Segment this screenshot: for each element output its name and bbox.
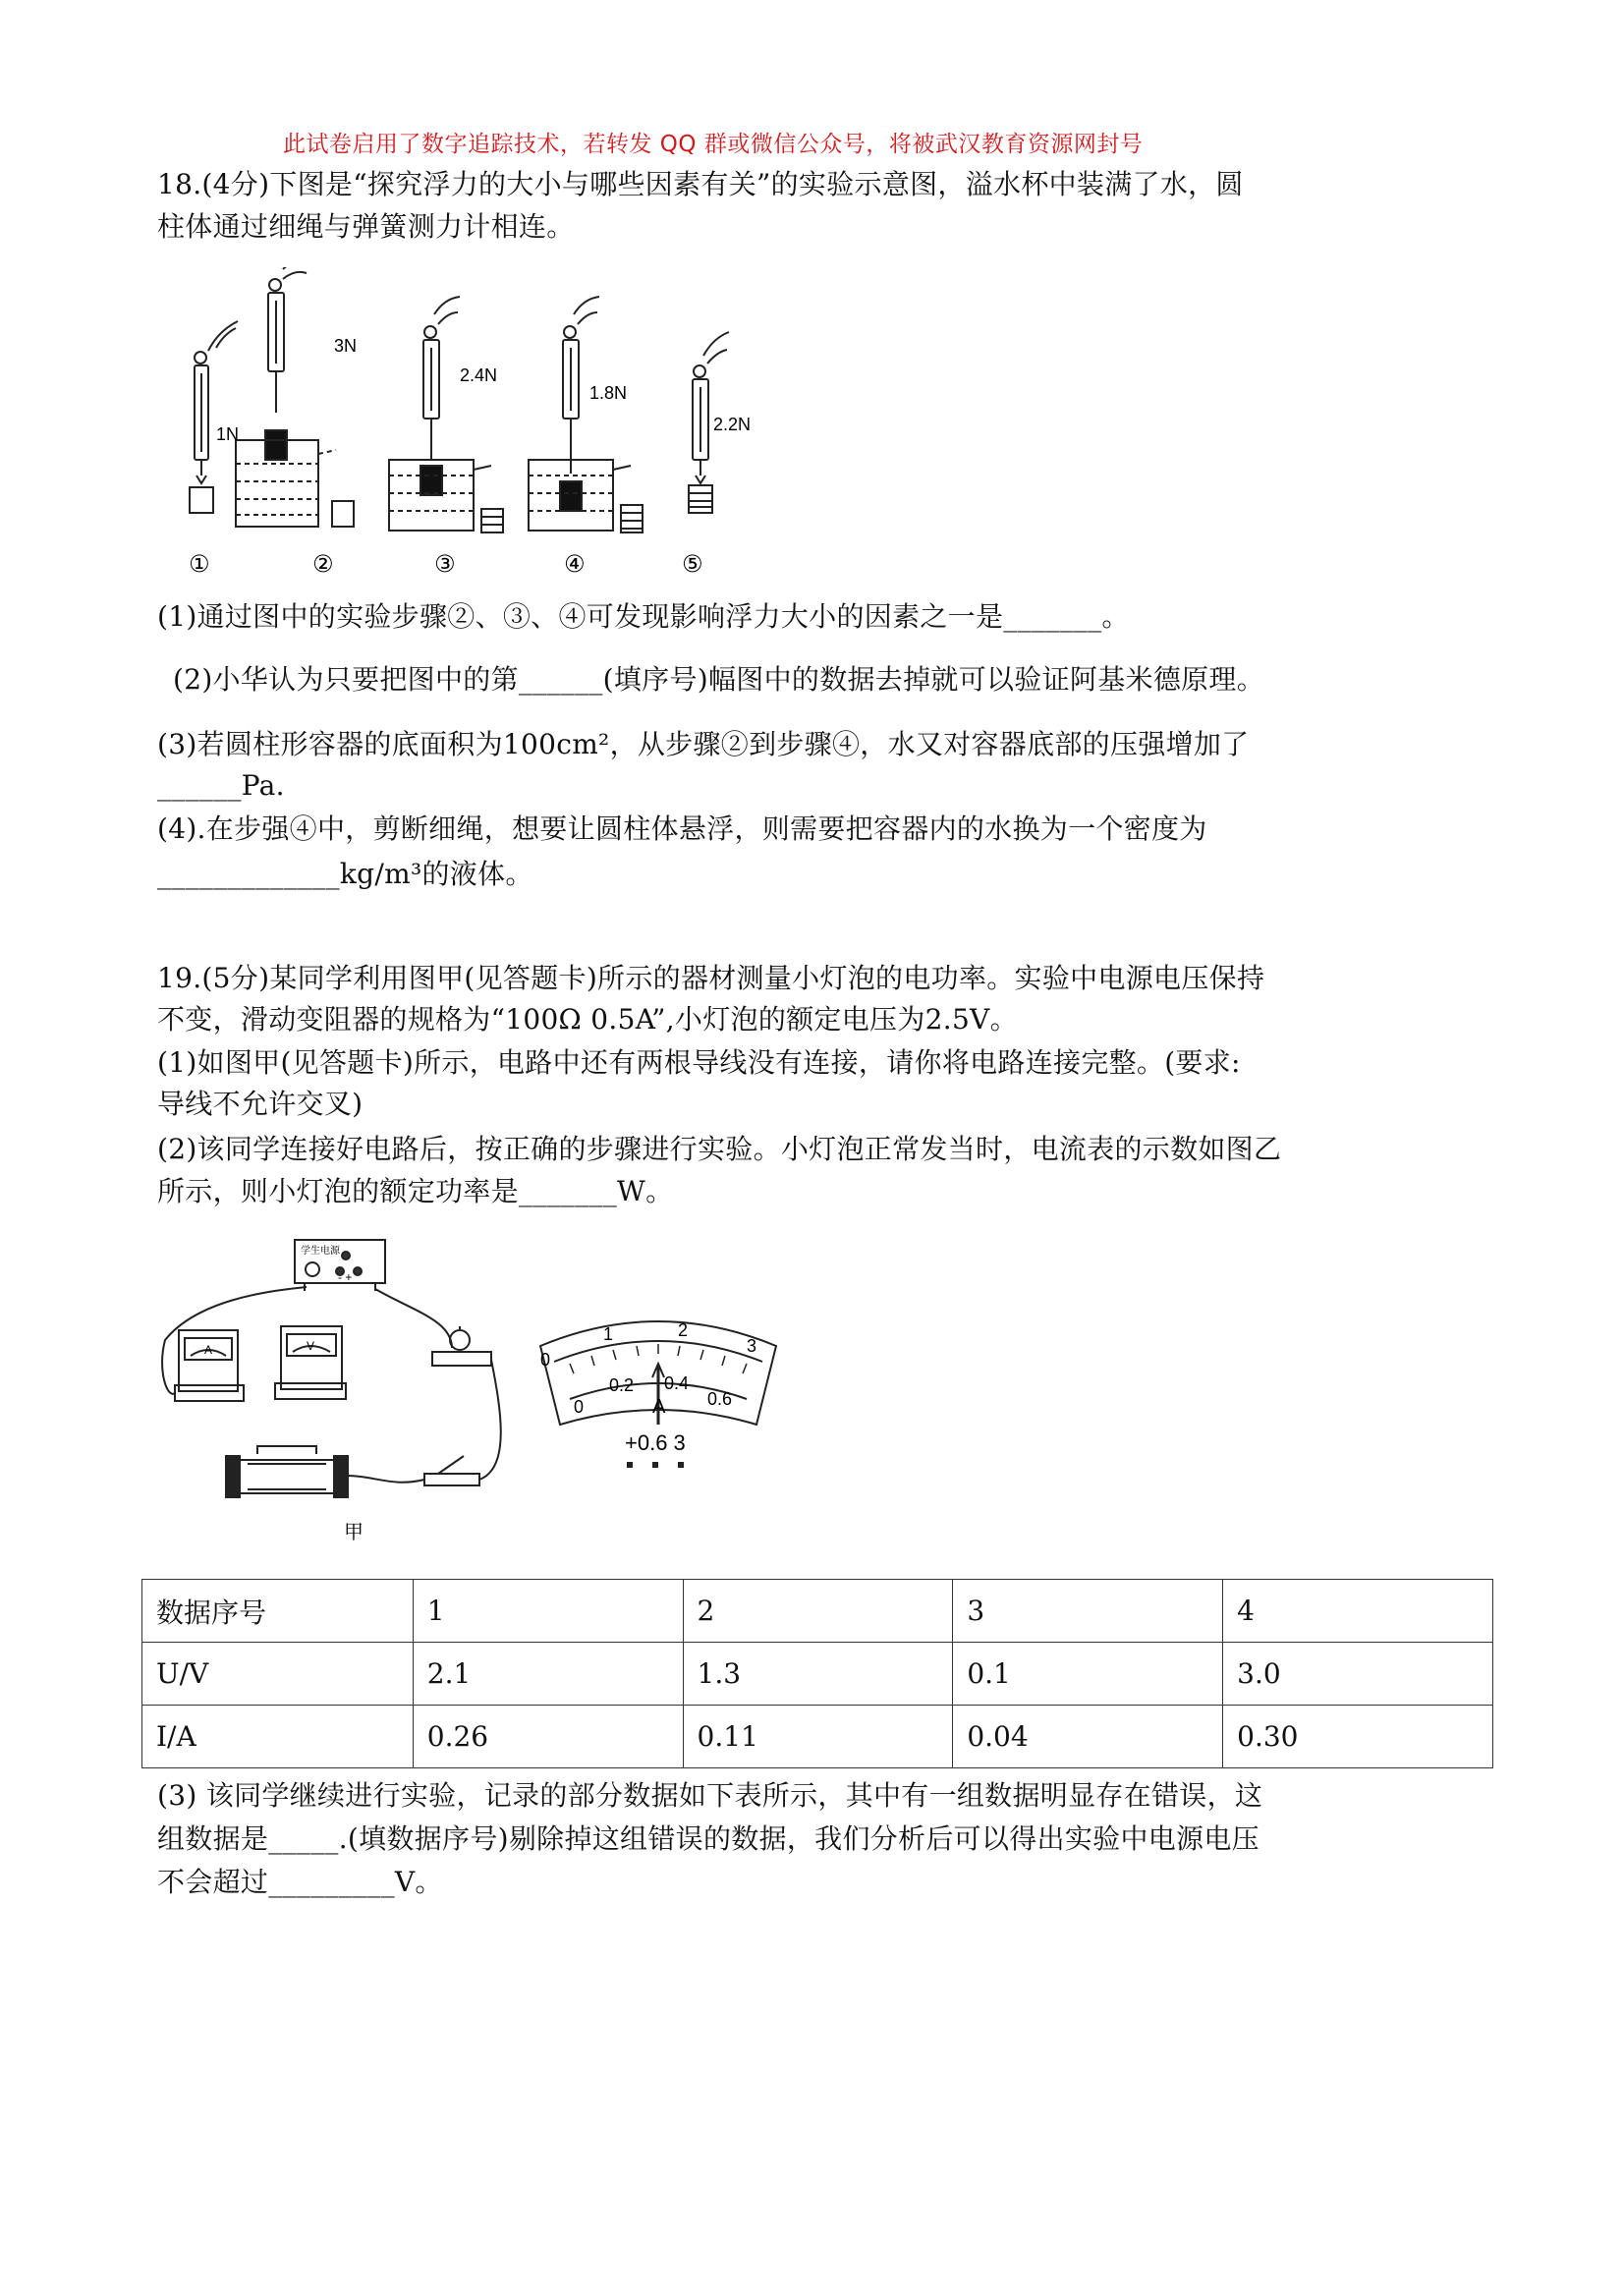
rheostat (236, 1460, 338, 1493)
ammeter-label: A (204, 1343, 213, 1357)
setup-4 (529, 297, 643, 532)
step-label-3: ③ (434, 551, 456, 578)
q19-stem-line2: 不变，滑动变阻器的规格为“100Ω 0.5A”,小灯泡的额定电压为2.5V。 (157, 1003, 1018, 1036)
q18-sub3-line2: ______Pa. (157, 769, 285, 802)
q18-stem-line2: 柱体通过细绳与弹簧测力计相连。 (157, 210, 575, 243)
q18-sub4-line2: _____________kg/m³的液体。 (157, 858, 533, 890)
bottom-scale-3: 0.6 (707, 1389, 733, 1409)
buoyancy-experiment-figure (157, 267, 786, 582)
table-cell: 1 (413, 1580, 683, 1643)
table-cell: U/V (142, 1643, 414, 1706)
ammeter-dial-figure (531, 1307, 786, 1484)
setup-1 (190, 321, 238, 513)
table-cell: 2.1 (413, 1643, 683, 1706)
top-scale-0: 0 (540, 1350, 551, 1370)
reading-1: 1N (216, 424, 240, 444)
table-row (142, 1643, 1493, 1706)
q18-sub2: (2)小华认为只要把图中的第______(填序号)幅图中的数据去掉就可以验证阿基米德原理。 (173, 663, 1265, 696)
table-cell: 0.04 (953, 1706, 1223, 1768)
lamp-holder (432, 1352, 491, 1366)
top-scale-2: 2 (678, 1320, 689, 1340)
power-terminals: - + (338, 1270, 353, 1284)
meter-terminals: +0.6 3 (625, 1430, 686, 1455)
reading-2: 3N (334, 336, 358, 356)
switch (424, 1474, 479, 1485)
q19-sub1-line1: (1)如图甲(见答题卡)所示，电路中还有两根导线没有连接，请你将电路连接完整。(要求: (157, 1046, 1241, 1079)
bottom-scale-2: 0.4 (664, 1373, 690, 1393)
voltmeter (281, 1326, 342, 1389)
reading-5: 2.2N (713, 415, 752, 434)
table-cell: 数据序号 (142, 1580, 414, 1643)
table-cell: 1.3 (683, 1643, 953, 1706)
figure-caption: 甲 (344, 1522, 364, 1543)
table-cell: 0.1 (953, 1643, 1223, 1706)
reading-4: 1.8N (589, 383, 628, 403)
table-cell: 3 (953, 1580, 1223, 1643)
q19-sub2-line1: (2)该同学连接好电路后，按正确的步骤进行实验。小灯泡正常发当时，电流表的示数如图乙 (157, 1133, 1282, 1165)
power-label: 学生电源 (301, 1246, 340, 1257)
top-scale-1: 1 (603, 1324, 614, 1344)
q18-stem-line1: 18.(4分)下图是“探究浮力的大小与哪些因素有关”的实验示意图，溢水杯中装满了水，圆 (157, 168, 1244, 200)
watermark-banner: 此试卷启用了数字追踪技术，若转发 QQ 群或微信公众号，将被武汉教育资源网封号 (283, 132, 1144, 157)
step-label-2: ② (312, 551, 334, 578)
q19-sub2-line2: 所示，则小灯泡的额定功率是_______W。 (157, 1175, 674, 1207)
table-cell: 4 (1223, 1580, 1493, 1643)
q18-sub4-line1: (4).在步强④中，剪断细绳，想要让圆柱体悬浮，则需要把容器内的水换为一个密度为 (157, 812, 1207, 845)
q19-sub3-line1: (3) 该同学继续进行实验，记录的部分数据如下表所示，其中有一组数据明显存在错误，这 (157, 1779, 1263, 1812)
q18-sub3-line1: (3)若圆柱形容器的底面积为100cm²，从步骤②到步骤④，水又对容器底部的压强增加了 (157, 728, 1250, 760)
step-label-5: ⑤ (682, 551, 703, 578)
voltmeter-label: V (307, 1339, 315, 1353)
setup-3 (389, 297, 503, 532)
table-cell: 2 (683, 1580, 953, 1643)
top-scale-3: 3 (747, 1336, 757, 1356)
q19-stem-line1: 19.(5分)某同学利用图甲(见答题卡)所示的器材测量小灯泡的电功率。实验中电源电压保持 (157, 962, 1265, 994)
table-row (142, 1580, 1493, 1643)
reading-3: 2.4N (460, 365, 498, 385)
meter-unit: A (652, 1396, 666, 1418)
table-row (142, 1706, 1493, 1768)
data-table (141, 1579, 1493, 1768)
q19-sub3-line3: 不会超过_________V。 (157, 1866, 443, 1898)
table-cell: 3.0 (1223, 1643, 1493, 1706)
table-cell: 0.30 (1223, 1706, 1493, 1768)
q19-sub1-line2: 导线不允许交叉) (157, 1088, 364, 1120)
step-label-4: ④ (564, 551, 586, 578)
bottom-scale-1: 0.2 (609, 1375, 635, 1395)
circuit-figure (157, 1232, 511, 1546)
step-label-1: ① (189, 551, 210, 578)
table-cell: 0.26 (413, 1706, 683, 1768)
table-cell: 0.11 (683, 1706, 953, 1768)
table-cell: I/A (142, 1706, 414, 1768)
bottom-scale-0: 0 (574, 1397, 585, 1417)
q18-sub1: (1)通过图中的实验步骤②、③、④可发现影响浮力大小的因素之一是_______。 (157, 600, 1130, 633)
setup-2 (236, 267, 354, 527)
q19-sub3-line2: 组数据是_____.(填数据序号)剔除掉这组错误的数据，我们分析后可以得出实验中电源电压 (157, 1822, 1259, 1855)
